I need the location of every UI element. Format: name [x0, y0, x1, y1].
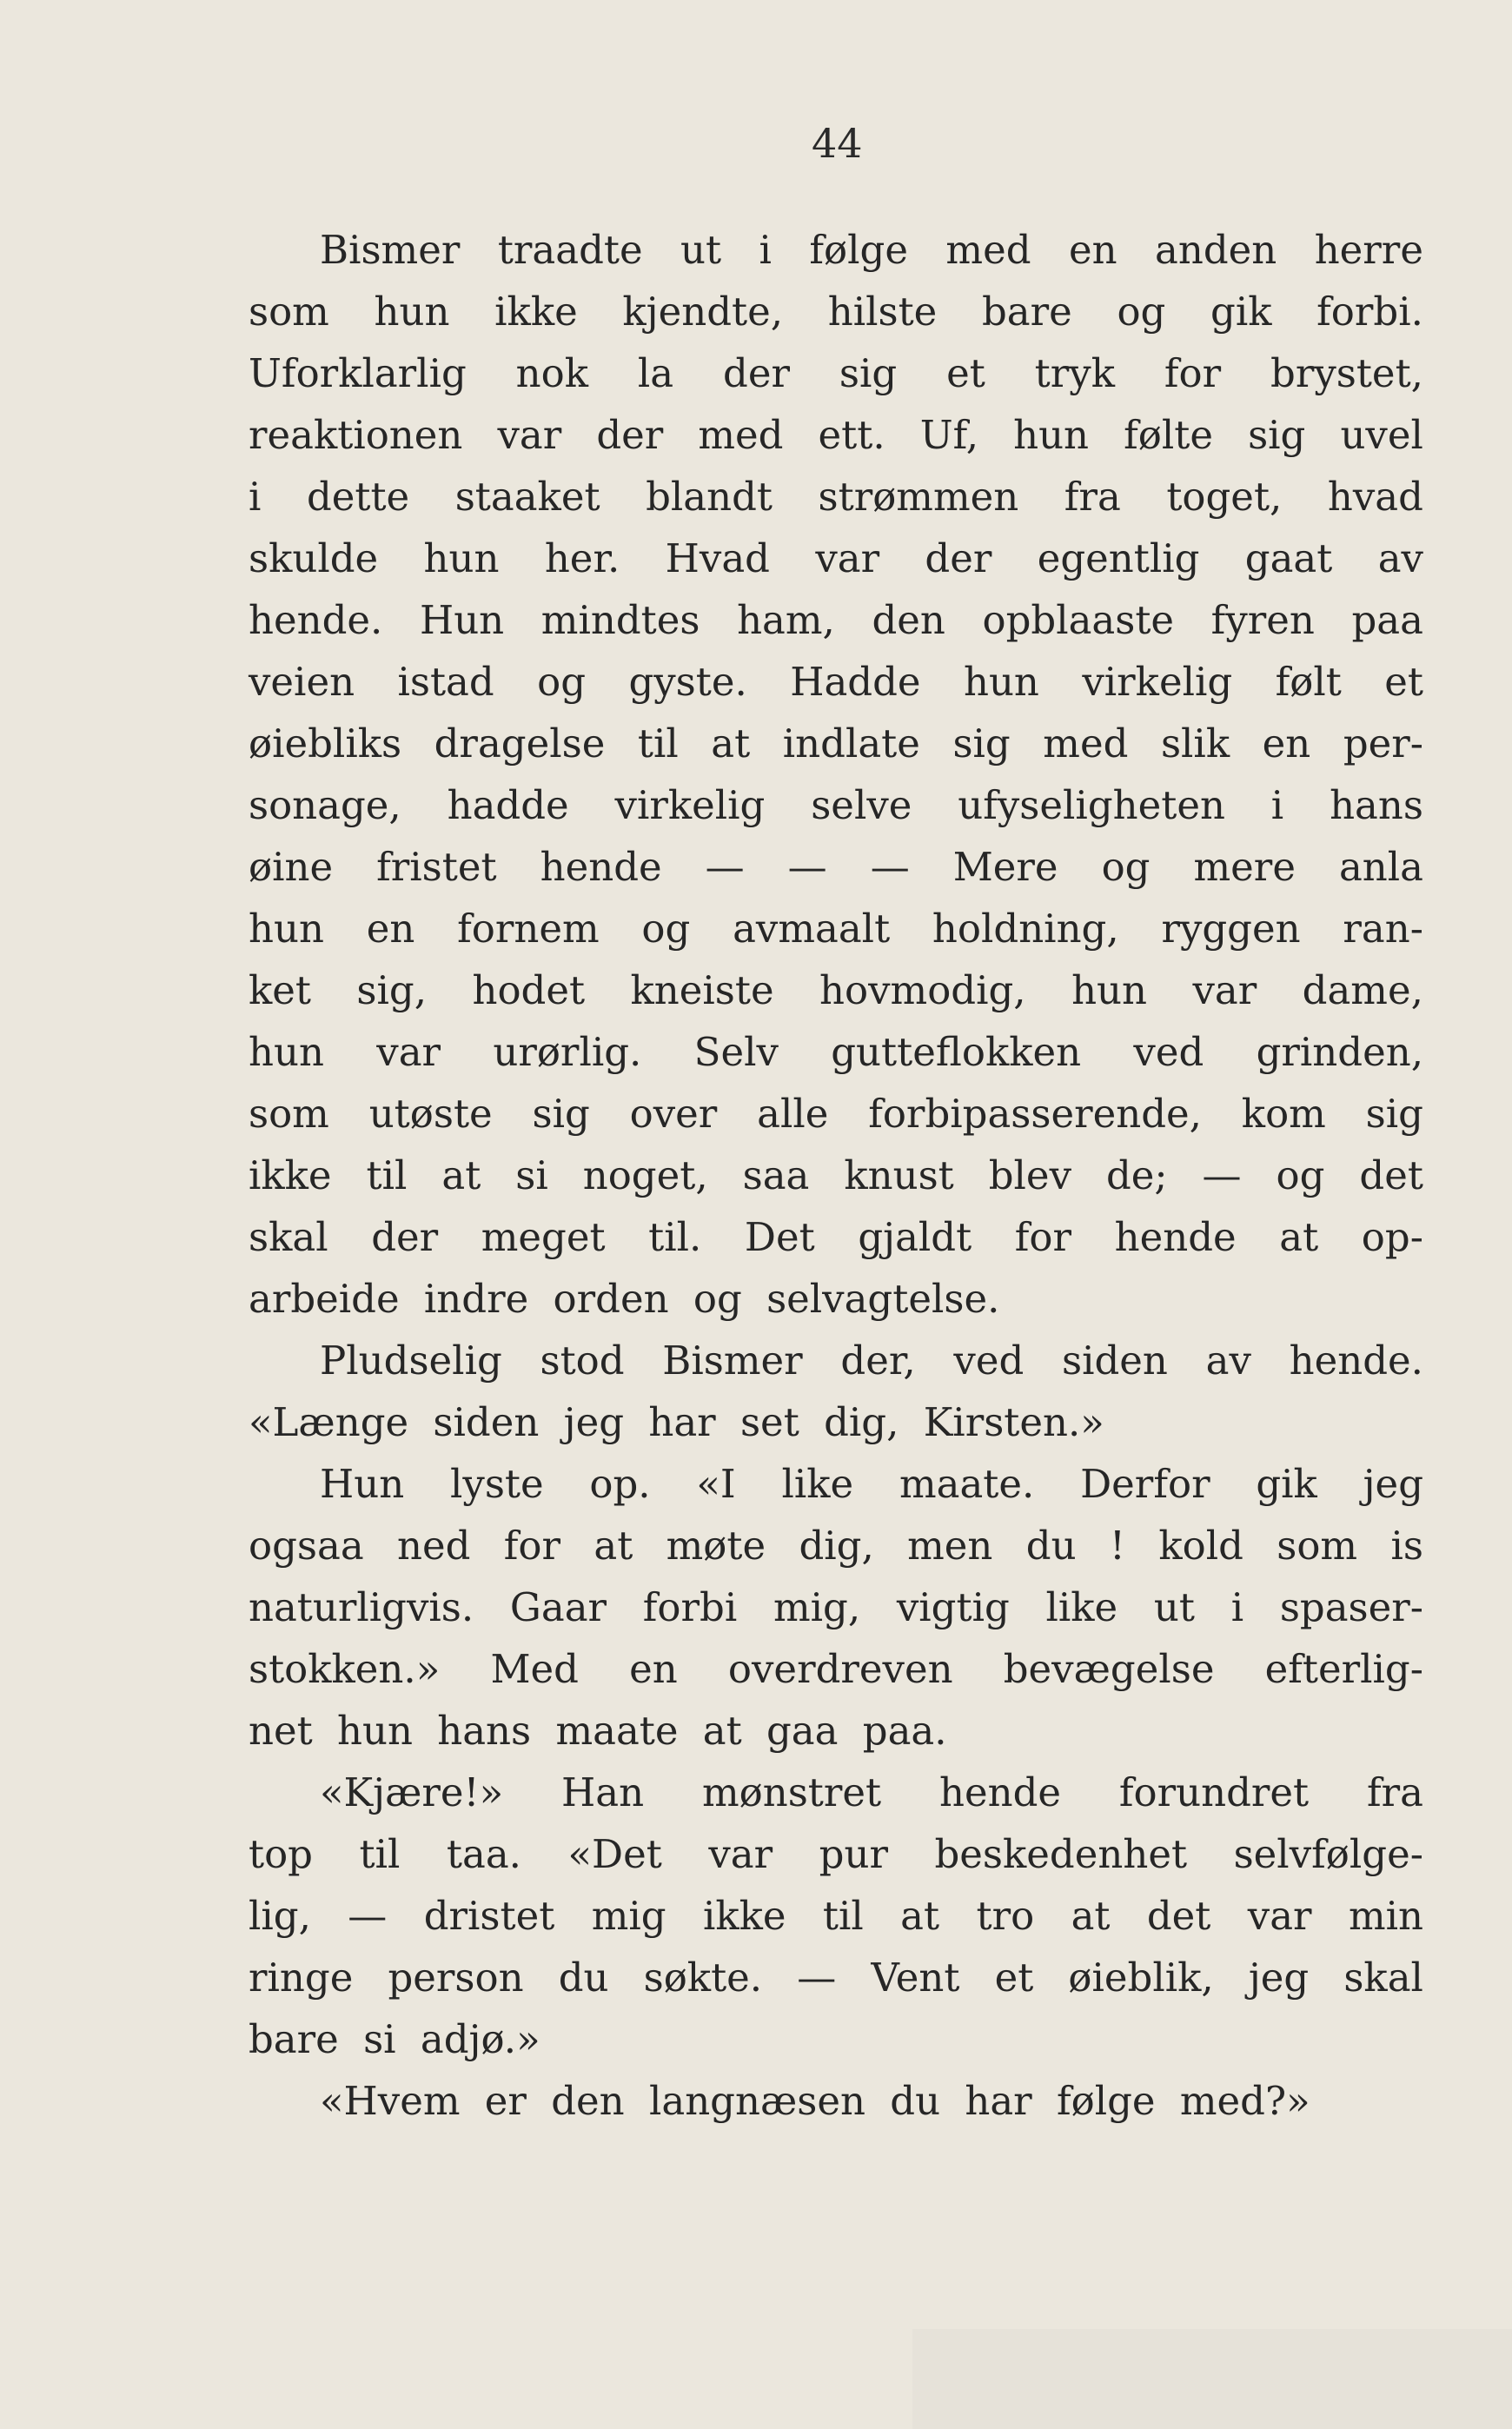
text-line: øine fristet hende — — — Mere og mere anla: [249, 844, 1423, 890]
text-line: som utøste sig over alle forbipasserende, kom sig: [249, 1091, 1423, 1137]
text-line: «Længe siden jeg har set dig, Kirsten.»: [249, 1399, 1104, 1445]
text-line: som hun ikke kjendte, hilste bare og gik forbi.: [249, 289, 1423, 335]
text-line: ket sig, hodet kneiste hovmodig, hun var dame,: [249, 967, 1423, 1013]
text-line: sonage, hadde virkelig selve ufyseligheten i hans: [249, 782, 1423, 828]
text-line: reaktionen var der med ett. Uf, hun følte sig uvel: [249, 412, 1423, 458]
text-line: «Hvem er den langnæsen du har følge med?»: [320, 2078, 1310, 2124]
text-line: ogsaa ned for at møte dig, men du ! kold som is: [249, 1523, 1423, 1569]
text-line: naturligvis. Gaar forbi mig, vigtig like ut i spaser-: [249, 1584, 1423, 1630]
text-line: lig, — dristet mig ikke til at tro at det var min: [249, 1893, 1423, 1939]
text-line: skal der meget til. Det gjaldt for hende at op-: [249, 1214, 1423, 1260]
text-line: hende. Hun mindtes ham, den opblaaste fyren paa: [249, 597, 1423, 643]
text-line: top til taa. «Det var pur beskedenhet selvfølge-: [249, 1831, 1423, 1877]
text-line: i dette staaket blandt strømmen fra toget, hvad: [249, 474, 1423, 520]
text-line: Pludselig stod Bismer der, ved siden av hende.: [320, 1337, 1423, 1384]
page-corner-shadow: [912, 2329, 1512, 2429]
text-line: bare si adjø.»: [249, 2016, 540, 2062]
text-line: ringe person du søkte. — Vent et øieblik, jeg skal: [249, 1954, 1423, 2001]
text-line: Uforklarlig nok la der sig et tryk for brystet,: [249, 350, 1423, 396]
text-line: arbeide indre orden og selvagtelse.: [249, 1276, 1000, 1322]
text-line: hun en fornem og avmaalt holdning, ryggen ran-: [249, 906, 1423, 952]
body-text: [249, 219, 1423, 2132]
text-line: Bismer traadte ut i følge med en anden herre: [320, 227, 1423, 273]
page-number: 44: [812, 120, 863, 167]
text-line: øiebliks dragelse til at indlate sig med slik en per-: [249, 720, 1423, 767]
text-line: ikke til at si noget, saa knust blev de; — og det: [249, 1152, 1423, 1198]
text-line: «Kjære!» Han mønstret hende forundret fra: [320, 1769, 1423, 1815]
text-line: net hun hans maate at gaa paa.: [249, 1708, 947, 1754]
text-line: veien istad og gyste. Hadde hun virkelig følt et: [249, 659, 1423, 705]
text-line: Hun lyste op. «I like maate. Derfor gik jeg: [320, 1461, 1423, 1507]
text-line: hun var urørlig. Selv gutteflokken ved grinden,: [249, 1029, 1423, 1075]
text-line: skulde hun her. Hvad var der egentlig gaat av: [249, 535, 1423, 581]
text-line: stokken.» Med en overdreven bevægelse efterlig-: [249, 1646, 1423, 1692]
